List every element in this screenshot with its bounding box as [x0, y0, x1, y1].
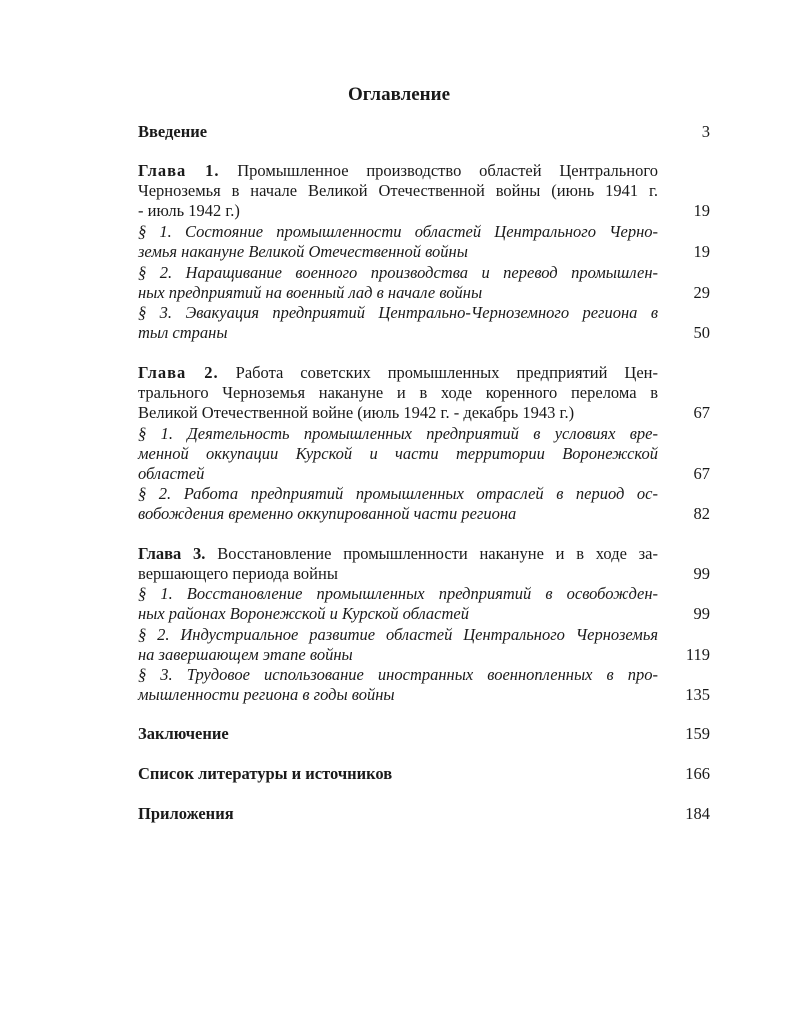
toc-appendix-label: Приложения: [138, 804, 234, 823]
toc-ch2-section-2-page: 82: [693, 504, 710, 523]
toc-chapter-3-prefix: Глава 3.: [138, 544, 206, 563]
toc-ch3-section-3-page: 135: [685, 685, 710, 704]
toc-conclusion-label: Заключение: [138, 724, 229, 743]
toc-ch3-section-2-page: 119: [685, 645, 710, 664]
toc-chapter-2-prefix: Глава 2.: [138, 363, 219, 382]
toc-intro-page: 3: [701, 122, 710, 141]
toc-conclusion-page: 159: [685, 724, 710, 743]
page: Оглавление Введение 3 Глава 1. Промышленное производство областей Центрального Черноземья в начале Великой Отечественной войны (июнь 1941 г. - июль 1942 г.) 19 § 1. Состояние промышленности областей Центрального Черно- земья накануне Великой Отечественной войны 19 § 2. Наращивание военного производства и перевод промышлен- ных предприятий на военный лад в начале войны 29 § 3. Эвакуация предприятий Центрально-Черноземного региона в тыл страны 50 Глава 2. Работа советских промышленных предприятий Цен- трального Черноземья накануне и в ходе коренного перелома в Великой Отечественной войне (июль 1942 г. - декабрь 1943 г.) 67 § 1. Деятельность промышленных предприятий в условиях вре- менной оккупации Курской и части территории Воронежской областей 67 § 2. Работа предприятий промышленных отраслей в период ос- вобождения временно оккупированной части региона 82 Глава 3. Восстановление промышленности накануне и в ходе за- вершающего периода войны 99 § 1. Восстановление промышленных предприятий в освобожден- ных районах Воронежской и Курской областей 99 § 2. Индустриальное развитие областей Центрального Черноземья на завершающем этапе войны 119 § 3. Трудовое использование иностранных военнопленных в про- мышленности региона в годы войны 135 Заключение 159 Список литературы и источников 166 Приложения 184: [0, 0, 798, 1028]
toc-chapter-1-prefix: Глава 1.: [138, 161, 220, 180]
toc-chapter-3-text: Глава 3. Восстановление промышленности накануне и в ходе за-: [138, 544, 658, 563]
toc-bibliography-label: Список литературы и источников: [138, 764, 393, 783]
toc-ch1-section-3-page: 50: [693, 323, 710, 342]
toc-ch3-section-1-page: 99: [693, 604, 710, 623]
toc-chapter-1-text: Глава 1. Промышленное производство областей Центрального: [138, 161, 658, 180]
toc-bibliography-page: 166: [685, 764, 710, 783]
toc-chapter-2-text: Глава 2. Работа советских промышленных предприятий Цен-: [138, 363, 658, 382]
toc-appendix-page: 184: [685, 804, 710, 823]
toc-chapter-2-page: 67: [693, 403, 710, 422]
toc-ch2-section-1-page: 67: [693, 464, 710, 483]
page-title: Оглавление: [347, 84, 451, 105]
toc-intro-label: Введение: [138, 122, 208, 141]
toc-ch1-section-2-page: 29: [693, 283, 710, 302]
toc-chapter-1-page: 19: [693, 201, 710, 220]
toc-ch1-section-1-page: 19: [693, 242, 710, 261]
toc-chapter-3-page: 99: [693, 564, 710, 583]
